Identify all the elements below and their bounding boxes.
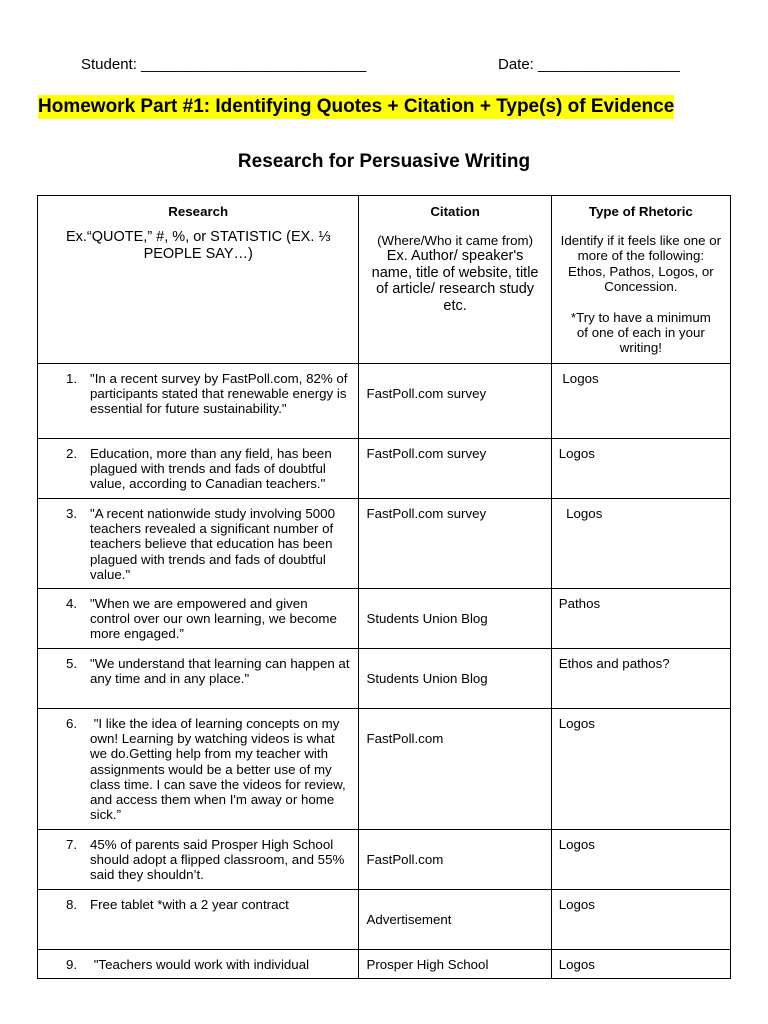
research-cell[interactable]: [38, 589, 359, 649]
citation-text: FastPoll.com survey: [366, 446, 487, 461]
rhetoric-text: Logos: [558, 446, 595, 461]
table-row: [38, 709, 731, 830]
row-number: 9.: [66, 957, 78, 972]
page-title: Research for Persuasive Writing: [237, 151, 531, 172]
citation-cell[interactable]: [359, 364, 551, 439]
rhetoric-text: Ethos and pathos?: [558, 656, 670, 671]
type-header-title: Type of Rhetoric: [588, 204, 693, 219]
research-cell[interactable]: [38, 499, 359, 589]
research-quote: 45% of parents said Prosper High School should adopt a flipped classroom, and 55% said they shouldn’t.: [90, 837, 345, 883]
research-header-title: Research: [168, 204, 229, 219]
citation-header-note: (Where/Who it came from): [377, 233, 534, 249]
citation-text: Prosper High School: [366, 957, 489, 972]
type-header-minimum-note: *Try to have a minimum of one of each in your writing!: [570, 310, 711, 356]
citation-cell[interactable]: [359, 890, 551, 950]
research-quote: Education, more than any field, has been plagued with trends and fads of doubtful value, according to Canadian teachers.": [90, 446, 332, 492]
table-row: [38, 830, 731, 890]
type-header-instructions: Identify if it feels like one or more of the following: Ethos, Pathos, Logos, or Concession.: [560, 233, 722, 294]
research-cell[interactable]: [38, 830, 359, 890]
table-row: [38, 890, 731, 950]
research-quote: "In a recent survey by FastPoll.com, 82% of participants stated that renewable energy is essential for future sustainability.": [90, 371, 348, 417]
table-row: [38, 649, 731, 709]
date-line[interactable]: Date: _________________: [498, 56, 680, 73]
research-quote: Free tablet *with a 2 year contract: [90, 897, 289, 912]
student-name-line[interactable]: Student: ___________________________: [81, 56, 367, 73]
rhetoric-cell[interactable]: [551, 890, 730, 950]
table-row: [38, 439, 731, 499]
type-header: [551, 196, 730, 364]
rhetoric-cell[interactable]: [551, 499, 730, 589]
citation-text: FastPoll.com: [366, 852, 444, 867]
citation-text: FastPoll.com survey: [366, 506, 487, 521]
rhetoric-text: Logos: [558, 716, 595, 731]
evidence-table: [37, 195, 731, 979]
rhetoric-cell[interactable]: [551, 950, 730, 979]
research-cell[interactable]: [38, 890, 359, 950]
rhetoric-text: Pathos: [558, 596, 601, 611]
table-row: [38, 364, 731, 439]
research-quote: "A recent nationwide study involving 5000 teachers revealed a significant number of teachers believe that education has been plagued with trends and fads of doubtful value.": [90, 506, 335, 582]
rhetoric-text: Logos: [558, 957, 595, 972]
rhetoric-cell[interactable]: [551, 830, 730, 890]
citation-cell[interactable]: [359, 439, 551, 499]
row-number: 2.: [66, 446, 78, 461]
row-number: 1.: [66, 371, 78, 386]
citation-text: Students Union Blog: [366, 671, 488, 686]
rhetoric-cell[interactable]: [551, 709, 730, 830]
rhetoric-cell[interactable]: [551, 439, 730, 499]
rhetoric-cell[interactable]: [551, 649, 730, 709]
citation-text: FastPoll.com: [366, 731, 444, 746]
research-cell[interactable]: [38, 364, 359, 439]
research-cell[interactable]: [38, 439, 359, 499]
research-header-example: Ex.“QUOTE,” #, %, or STATISTIC (EX. ⅓ PEOPLE SAY…): [65, 229, 331, 262]
research-quote: "We understand that learning can happen at any time and in any place.": [90, 656, 350, 687]
research-header: [38, 196, 359, 364]
research-cell[interactable]: [38, 950, 359, 979]
citation-cell[interactable]: [359, 589, 551, 649]
rhetoric-cell[interactable]: [551, 589, 730, 649]
citation-cell[interactable]: [359, 649, 551, 709]
citation-cell[interactable]: [359, 830, 551, 890]
rhetoric-text: Logos: [558, 897, 595, 912]
table-row: [38, 589, 731, 649]
research-quote: "When we are empowered and given control over our own learning, we become more engaged.”: [90, 596, 337, 642]
table-header-row: [38, 196, 731, 364]
row-number: 8.: [66, 897, 78, 912]
citation-header-example: Ex. Author/ speaker's name, title of website, title of article/ research study etc.: [371, 248, 539, 314]
citation-cell[interactable]: [359, 709, 551, 830]
research-cell[interactable]: [38, 709, 359, 830]
citation-text: Students Union Blog: [366, 611, 488, 626]
citation-text: Advertisement: [366, 912, 452, 927]
research-cell[interactable]: [38, 649, 359, 709]
rhetoric-text: Logos: [558, 506, 603, 521]
research-quote: "Teachers would work with individual: [90, 957, 310, 972]
row-number: 4.: [66, 596, 78, 611]
row-number: 6.: [66, 716, 78, 731]
table-row: [38, 499, 731, 589]
homework-title: Homework Part #1: Identifying Quotes + Citation + Type(s) of Evidence: [38, 96, 675, 117]
table-row: [38, 950, 731, 979]
citation-text: FastPoll.com survey: [366, 386, 487, 401]
citation-cell[interactable]: [359, 950, 551, 979]
citation-header: [359, 196, 551, 364]
rhetoric-text: Logos: [558, 371, 599, 386]
citation-header-title: Citation: [430, 204, 480, 219]
row-number: 7.: [66, 837, 78, 852]
row-number: 5.: [66, 656, 78, 671]
rhetoric-text: Logos: [558, 837, 595, 852]
row-number: 3.: [66, 506, 78, 521]
citation-cell[interactable]: [359, 499, 551, 589]
research-quote: "I like the idea of learning concepts on my own! Learning by watching videos is what we do.Getting help from my teacher with assignments would be a better use of my class time. I can save the videos for review, and access them when I'm away or home sick.”: [90, 716, 350, 823]
rhetoric-cell[interactable]: [551, 364, 730, 439]
